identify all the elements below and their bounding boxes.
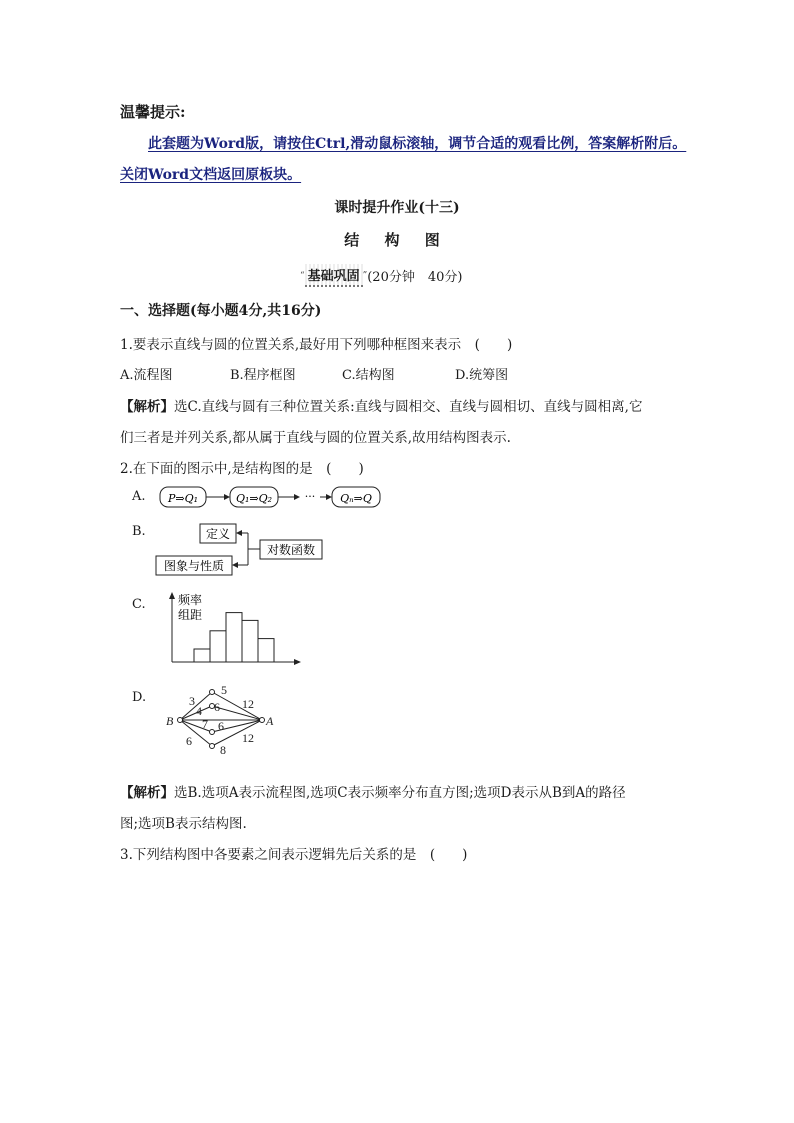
- section-title: 一、选择题(每小题4分,共16分): [120, 303, 322, 319]
- flow-box-3-text: Qₙ⇒Q: [340, 492, 372, 505]
- level-badge: 基础巩固: [305, 264, 363, 287]
- node-b-label: B: [166, 714, 174, 728]
- weight-10: 12: [242, 731, 254, 745]
- hist-bars: [194, 613, 274, 662]
- level-line: [300, 264, 462, 287]
- flow-box-1-text: P⇒Q₁: [167, 492, 199, 505]
- flow-arrowhead-2: [294, 494, 300, 500]
- hist-bar: [242, 620, 258, 662]
- tips-line-2[interactable]: 关闭Word文档返回原板块。: [120, 167, 302, 183]
- q2-analysis-line-1: [120, 781, 626, 801]
- hist-bar: [226, 613, 242, 662]
- q2-analysis-tag: 【解析】: [120, 785, 174, 801]
- hist-bar: [194, 649, 210, 662]
- q1-option-b[interactable]: B.程序框图: [230, 368, 296, 383]
- worksheet-subtitle: 结 构 图: [344, 231, 450, 249]
- hist-ylabel-interval: 组距: [178, 608, 203, 622]
- weight-1: 3: [189, 694, 195, 708]
- q2-label-a[interactable]: A.: [132, 489, 146, 504]
- quote-left-icon: “: [300, 270, 305, 281]
- struct-box-log-function-text: 对数函数: [266, 543, 316, 557]
- hist-bar: [210, 631, 226, 662]
- q2-diagram-d: [160, 680, 285, 760]
- q1-option-a[interactable]: A.流程图: [120, 368, 173, 383]
- weight-5: 12: [242, 697, 254, 711]
- struct-box-graph-text: 图象与性质: [163, 559, 225, 573]
- node-bottom: [210, 744, 215, 749]
- q1-analysis-tag: 【解析】: [120, 399, 174, 415]
- q3-stem: 3.下列结构图中各要素之间表示逻辑先后关系的是 ( ): [120, 847, 468, 863]
- q1-analysis-text-1: 选C.直线与圆有三种位置关系:直线与圆相交、直线与圆相切、直线与圆相离,它: [174, 399, 643, 415]
- time-score: (20分钟 40分): [367, 270, 463, 285]
- q1-option-c[interactable]: C.结构图: [342, 368, 395, 383]
- hist-y-arrowhead: [169, 592, 175, 599]
- hist-ylabel-frequency: 频率: [178, 593, 203, 607]
- node-lower: [210, 730, 215, 735]
- q1-analysis-line-2: 们三者是并列关系,都从属于直线与圆的位置关系,故用结构图表示.: [120, 430, 511, 446]
- weight-2: 5: [221, 683, 227, 697]
- q2-label-d[interactable]: D.: [132, 690, 147, 705]
- weight-3: 4: [196, 704, 202, 718]
- q2-stem: 2.在下面的图示中,是结构图的是 ( ): [120, 461, 364, 477]
- quote-right-icon: ”: [362, 270, 368, 281]
- flow-arrowhead-1: [224, 494, 230, 500]
- struct-box-definition-text: 定义: [205, 527, 231, 541]
- q2-label-b[interactable]: B.: [132, 524, 146, 539]
- node-b: [178, 718, 183, 723]
- weight-6: 7: [202, 717, 208, 731]
- flow-box-2-text: Q₁⇒Q₂: [235, 492, 273, 505]
- q2-diagram-a: [158, 484, 388, 510]
- hist-x-arrowhead: [294, 659, 301, 665]
- q2-analysis-line-2: 图;选项B表示结构图.: [120, 816, 247, 832]
- q2-diagram-c: [160, 590, 305, 668]
- q2-analysis-text-1: 选B.选项A表示流程图,选项C表示频率分布直方图;选项D表示从B到A的路径: [174, 785, 626, 801]
- hist-bar: [258, 639, 274, 662]
- weight-9: 8: [220, 743, 226, 757]
- weight-7: 6: [218, 719, 224, 733]
- q1-option-d[interactable]: D.统筹图: [455, 368, 509, 383]
- flow-arrowhead-3: [326, 494, 332, 500]
- worksheet-title: 课时提升作业(十三): [334, 200, 460, 216]
- node-top: [210, 690, 215, 695]
- node-a: [260, 718, 265, 723]
- tips-line-1[interactable]: 此套题为Word版，请按住Ctrl,滑动鼠标滚轴，调节合适的观看比例，答案解析附后。: [148, 136, 687, 152]
- q1-analysis-line-1: [120, 395, 642, 415]
- struct-arrowhead-bottom: [232, 562, 238, 568]
- node-a-label: A: [266, 714, 274, 728]
- tips-heading: 温馨提示:: [120, 103, 186, 121]
- q2-label-c[interactable]: C.: [132, 597, 146, 612]
- flow-ellipsis: ···: [304, 490, 316, 503]
- q1-stem: 1.要表示直线与圆的位置关系,最好用下列哪种框图来表示 ( ): [120, 337, 513, 353]
- q2-diagram-b: [150, 516, 330, 578]
- struct-arrowhead-top: [236, 530, 242, 536]
- weight-8: 6: [186, 734, 192, 748]
- weight-4: 6: [214, 700, 220, 714]
